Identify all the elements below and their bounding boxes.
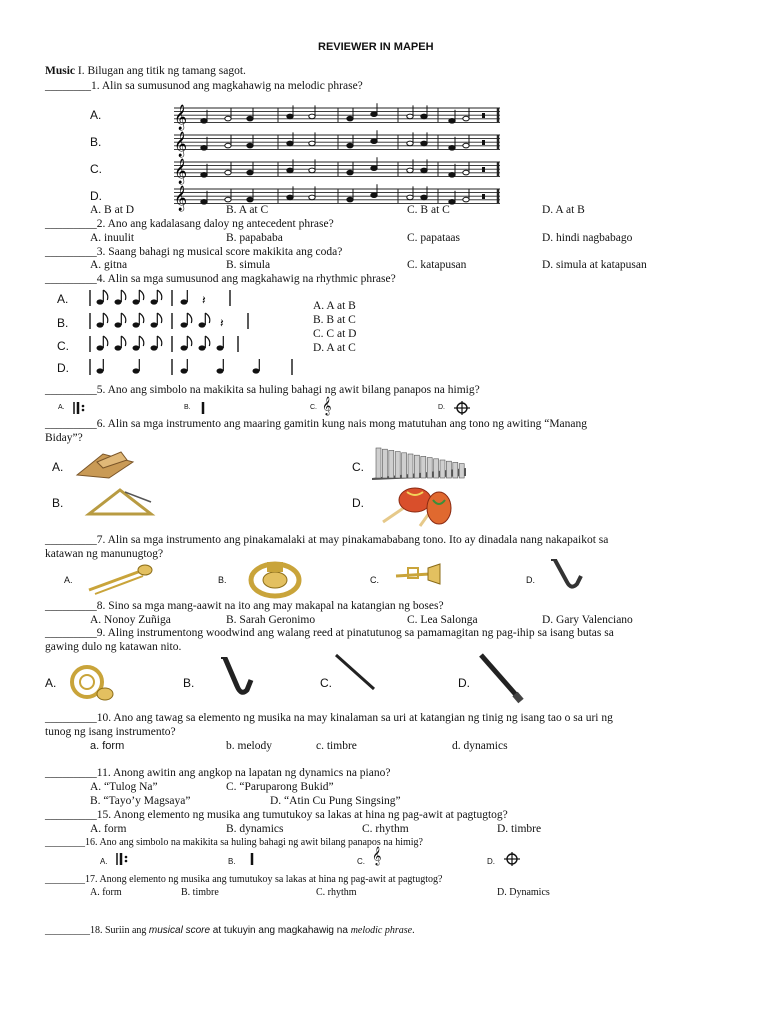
rest <box>482 113 485 118</box>
staff-3 <box>174 157 500 184</box>
q18-suffix: . <box>412 925 415 936</box>
q6-label-b: B. <box>52 496 64 510</box>
page-title: REVIEWER IN MAPEH <box>318 41 434 53</box>
note <box>247 143 253 148</box>
q3-choice-a: A. gitna <box>90 259 128 271</box>
q10-choice-b: b. melody <box>226 740 272 752</box>
q2-choice-c: C. papataas <box>407 232 461 244</box>
xylophone-bar <box>453 462 458 478</box>
q4-choice-a: A. A at B <box>313 300 356 312</box>
q10-choice-d: d. dynamics <box>452 740 508 752</box>
q18-prefix: _________18. Suriin ang <box>45 925 149 936</box>
xylophone-bar <box>434 459 439 478</box>
note <box>151 299 158 304</box>
trumpet-icon <box>392 562 442 588</box>
question-18 <box>45 925 415 936</box>
q11-choice-d: D. “Atin Cu Pung Singsing” <box>270 795 401 807</box>
q18-middle: at tukuyin ang magkahawig na <box>210 925 351 936</box>
q10-choice-c: c. timbre <box>316 740 357 752</box>
q17-choice-a: A. form <box>90 887 122 898</box>
q15-choice-b: B. dynamics <box>226 823 284 835</box>
coda-sign-icon <box>452 401 472 415</box>
treble-clef-icon: 𝄞 <box>174 105 188 130</box>
note <box>247 116 253 121</box>
q4-label-a: A. <box>57 292 69 306</box>
note <box>181 368 188 373</box>
note <box>407 141 413 146</box>
question-9-line1: _________9. Aling instrumentong woodwind ang walang reed at pinatutunog sa pamamagitan ng pag-ihip sa isang butas sa <box>45 627 614 639</box>
q18-term-2: melodic phrase <box>350 925 413 936</box>
xylophone-bar <box>459 464 464 478</box>
q5-label-a: A. <box>58 404 65 411</box>
note <box>201 119 207 124</box>
single-barline-icon <box>200 401 208 415</box>
note <box>225 197 231 202</box>
rest <box>482 140 485 145</box>
note <box>253 368 260 373</box>
note <box>97 322 104 327</box>
note <box>449 146 455 151</box>
q1-label-a: A. <box>90 108 102 122</box>
note <box>371 112 377 117</box>
q3-choice-b: B. simula <box>226 259 271 271</box>
treble-clef-icon: 𝄞 <box>174 186 188 211</box>
q6-label-c: C. <box>352 460 364 474</box>
q1-choice-c: C. B at C <box>407 204 450 216</box>
note <box>463 197 469 202</box>
question-17: ________17. Anong elemento ng musika ang tumutukoy sa lakas at hina ng pag-awit at pagtugtog? <box>45 874 443 885</box>
note <box>201 200 207 205</box>
note <box>97 368 104 373</box>
rhythm-row-3 <box>90 336 238 352</box>
q1-label-d: D. <box>90 189 102 203</box>
q4-choice-b: B. B at C <box>313 314 356 326</box>
note <box>181 345 188 350</box>
coda-sign-icon <box>502 852 522 866</box>
q8-choice-b: B. Sarah Geronimo <box>226 614 316 626</box>
clarinet-icon <box>475 652 525 702</box>
q10-choice-a: a. form <box>90 740 125 752</box>
subject-label: Music <box>45 65 76 77</box>
note <box>151 322 158 327</box>
q3-choice-c: C. katapusan <box>407 259 467 271</box>
q16-label-d: D. <box>487 857 495 866</box>
note <box>371 166 377 171</box>
q15-choice-d: D. timbre <box>497 823 542 835</box>
note <box>97 345 104 350</box>
note <box>371 193 377 198</box>
question-10-line1: _________10. Ano ang tawag sa elemento ng musika na may kinalaman sa uri at katangian ng tinig ng isang tao o sa uri ng <box>45 712 613 724</box>
q2-choice-a: A. inuulit <box>90 232 135 244</box>
treble-clef-icon: 𝄞 <box>322 396 332 415</box>
q9-label-c: C. <box>320 676 332 690</box>
xylophone-bar <box>402 453 407 478</box>
note <box>225 143 231 148</box>
note <box>115 345 122 350</box>
question-11: _________11. Anong awitin ang angkop na lapatan ng dynamics na piano? <box>45 767 391 779</box>
note <box>133 299 140 304</box>
note <box>421 114 427 119</box>
note <box>247 197 253 202</box>
question-10-line2: tunog ng isang instrumento? <box>45 726 176 738</box>
q7-label-b: B. <box>218 575 227 585</box>
xylophone-bar <box>376 448 381 478</box>
question-6-line2: Biday”? <box>45 432 83 444</box>
note <box>421 141 427 146</box>
note <box>463 170 469 175</box>
question-4: _________4. Alin sa mga sumusunod ang magkahawig na rhythmic phrase? <box>45 273 396 285</box>
xylophone-bar <box>408 454 413 478</box>
maracas-icon <box>375 482 455 532</box>
rhythm-row-4 <box>90 359 292 375</box>
note <box>97 299 104 304</box>
q1-label-b: B. <box>90 135 102 149</box>
note <box>181 299 188 304</box>
q17-choice-d: D. Dynamics <box>497 887 550 898</box>
q7-label-c: C. <box>370 575 379 585</box>
q8-choice-a: A. Nonoy Zuñiga <box>90 614 171 626</box>
note <box>151 345 158 350</box>
note <box>287 114 293 119</box>
final-barline-repeat-icon <box>115 852 131 866</box>
note <box>287 141 293 146</box>
note <box>199 345 206 350</box>
question-5: _________5. Ano ang simbolo na makikita sa huling bahagi ng awit bilang panapos na himig? <box>45 384 480 396</box>
q4-choice-c: C. C at D <box>313 328 357 340</box>
q17-choice-b: B. timbre <box>181 887 219 898</box>
note <box>287 168 293 173</box>
flute-icon <box>330 652 380 692</box>
note <box>347 143 353 148</box>
q15-choice-a: A. form <box>90 823 127 835</box>
question-9-line2: gawing dulo ng katawan nito. <box>45 641 182 653</box>
q7-label-a: A. <box>64 575 73 585</box>
final-barline-repeat-icon <box>72 401 88 415</box>
q5-label-c: C. <box>310 404 317 411</box>
single-barline-icon <box>249 852 257 866</box>
question-6-line1: _________6. Alin sa mga instrumento ang maaring gamitin kung nais mong matutuhan ang tono ng awiting “Manang <box>45 418 588 430</box>
xylophone-bar <box>382 449 387 478</box>
note <box>407 168 413 173</box>
staff-4 <box>174 184 500 211</box>
q9-label-b: B. <box>183 676 195 690</box>
trombone-icon <box>85 562 155 596</box>
q8-choice-c: C. Lea Salonga <box>407 614 478 626</box>
rest-icon: 𝄽 <box>202 293 206 307</box>
xylophone-bar <box>414 455 419 478</box>
q16-label-a: A. <box>100 857 108 866</box>
question-1: ________1. Alin sa sumusunod ang magkahawig na melodic phrase? <box>45 80 363 92</box>
instruction-text: I. Bilugan ang titik ng tamang sagot. <box>75 65 246 77</box>
question-2: _________2. Ano ang kadalasang daloy ng antecedent phrase? <box>45 218 334 230</box>
french-horn-icon <box>65 660 115 702</box>
xylophone-bar <box>389 450 394 478</box>
q4-choice-d: D. A at C <box>313 342 356 354</box>
note <box>463 143 469 148</box>
rest <box>482 194 485 199</box>
note <box>199 322 206 327</box>
note <box>407 195 413 200</box>
q7-label-d: D. <box>526 575 535 585</box>
treble-clef-icon: 𝄞 <box>174 132 188 157</box>
note <box>133 322 140 327</box>
q8-choice-d: D. Gary Valenciano <box>542 614 633 626</box>
note <box>449 173 455 178</box>
note <box>309 114 315 119</box>
note <box>407 114 413 119</box>
q17-choice-c: C. rhythm <box>316 887 357 898</box>
q5-label-b: B. <box>184 404 191 411</box>
note <box>463 116 469 121</box>
question-7-line1: _________7. Alin sa mga instrumento ang pinakamalaki at may pinakamababang tono. Ito ay dinadala nang nakapaikot sa <box>45 534 609 546</box>
note <box>217 345 224 350</box>
xylophone-bar <box>427 458 432 478</box>
q16-label-c: C. <box>357 857 365 866</box>
tuba-icon <box>245 556 305 600</box>
note <box>347 116 353 121</box>
rhythmic-phrases <box>80 288 310 378</box>
q4-label-d: D. <box>57 361 69 375</box>
question-7-line2: katawan ng manunugtog? <box>45 548 164 560</box>
q6-label-d: D. <box>352 496 364 510</box>
note <box>309 141 315 146</box>
q9-label-d: D. <box>458 676 470 690</box>
q1-choice-a: A. B at D <box>90 204 135 216</box>
staff-2 <box>174 130 500 157</box>
q4-label-c: C. <box>57 339 69 353</box>
woodblock-icon <box>75 450 135 480</box>
note <box>225 170 231 175</box>
q5-label-d: D. <box>438 404 445 411</box>
note <box>309 168 315 173</box>
note <box>201 146 207 151</box>
note <box>421 195 427 200</box>
staff-1 <box>174 103 500 130</box>
rhythm-row-2 <box>90 313 248 330</box>
triangle-icon <box>85 488 155 516</box>
note <box>133 368 140 373</box>
saxophone-icon <box>215 656 255 700</box>
treble-clef-icon: 𝄞 <box>174 159 188 184</box>
q2-choice-b: B. papababa <box>226 232 283 244</box>
xylophone-bar <box>395 452 400 478</box>
q15-choice-c: C. rhythm <box>362 823 409 835</box>
q1-choice-b: B. A at C <box>226 204 269 216</box>
q2-choice-d: D. hindi nagbabago <box>542 232 633 244</box>
q11-choice-c: C. “Paruparong Bukid” <box>226 781 334 793</box>
note <box>287 195 293 200</box>
q11-choice-a: A. “Tulog Na” <box>90 781 158 793</box>
note <box>309 195 315 200</box>
q11-choice-b: B. “Tayo’y Magsaya” <box>90 795 191 807</box>
q16-label-b: B. <box>228 857 236 866</box>
question-3: _________3. Saang bahagi ng musical score makikita ang coda? <box>45 246 343 258</box>
q3-choice-d: D. simula at katapusan <box>542 259 647 271</box>
question-16: ________16. Ano ang simbolo na makikita sa huling bahagi ng awit bilang panapos na himig? <box>45 837 423 848</box>
xylophone-bar <box>421 456 426 478</box>
note <box>347 197 353 202</box>
section-heading <box>45 65 246 77</box>
rhythm-row-1 <box>90 290 230 307</box>
rest-icon: 𝄽 <box>220 316 224 330</box>
question-8: _________8. Sino sa mga mang-aawit na ito ang may makapal na katangian ng boses? <box>45 600 444 612</box>
xylophone-bar <box>440 460 445 478</box>
note <box>115 322 122 327</box>
saxophone-icon <box>545 558 585 592</box>
note <box>371 139 377 144</box>
q1-label-c: C. <box>90 162 102 176</box>
q4-label-b: B. <box>57 316 69 330</box>
note <box>421 168 427 173</box>
note <box>201 173 207 178</box>
xylophone-icon <box>370 444 468 480</box>
q9-label-a: A. <box>45 676 57 690</box>
q18-term-1: musical score <box>148 925 211 936</box>
rest <box>482 167 485 172</box>
note <box>347 170 353 175</box>
note <box>225 116 231 121</box>
note <box>217 368 224 373</box>
q1-choice-d: D. A at B <box>542 204 585 216</box>
note <box>115 299 122 304</box>
q6-label-a: A. <box>52 460 64 474</box>
question-15: _________15. Anong elemento ng musika ang tumutukoy sa lakas at hina ng pag-awit at pagtugtog? <box>45 809 508 821</box>
note <box>181 322 188 327</box>
xylophone-bar <box>446 461 451 478</box>
note <box>133 345 140 350</box>
note <box>247 170 253 175</box>
treble-clef-icon: 𝄞 <box>372 846 382 865</box>
note <box>449 119 455 124</box>
